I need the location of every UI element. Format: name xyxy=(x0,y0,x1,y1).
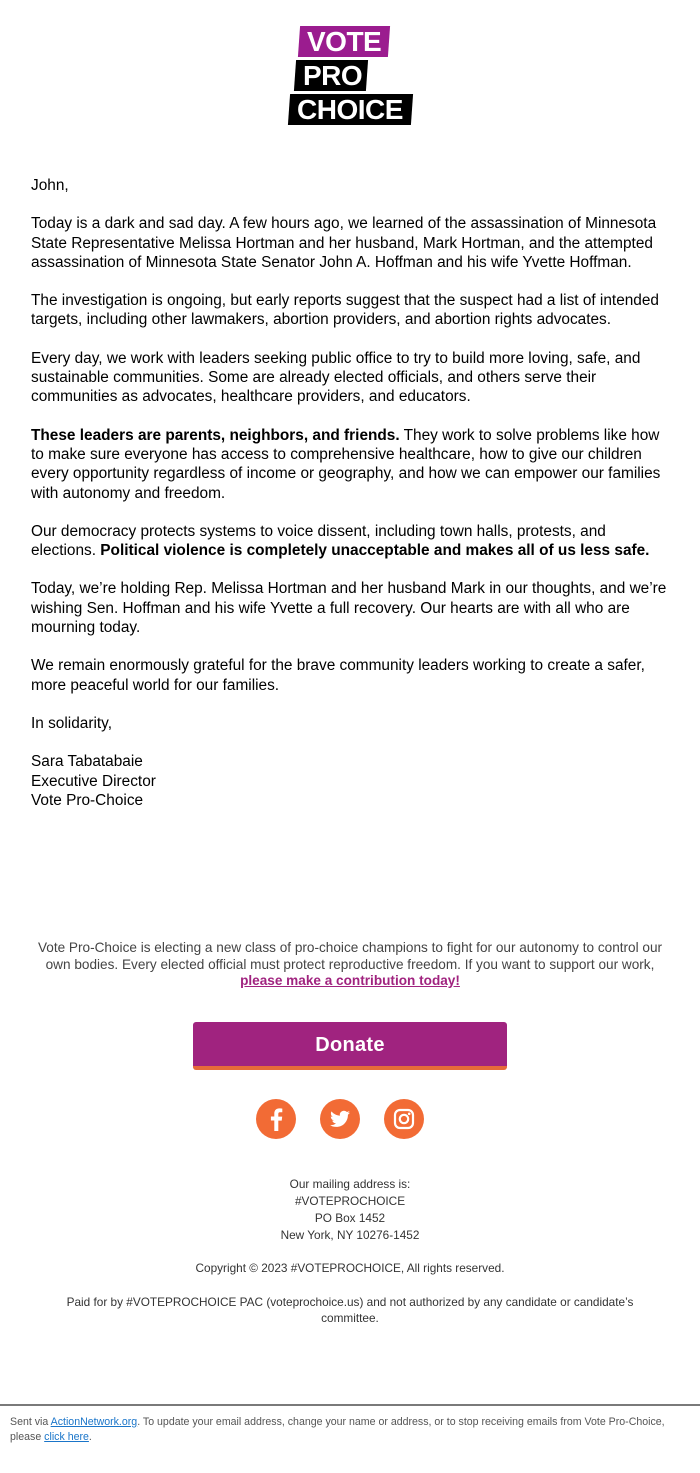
paragraph-4-bold: These leaders are parents, neighbors, and friends. xyxy=(31,426,400,444)
instagram-icon[interactable] xyxy=(384,1099,424,1139)
signature-org: Vote Pro-Choice xyxy=(31,791,144,809)
twitter-icon[interactable] xyxy=(320,1099,360,1139)
contribution-pitch xyxy=(35,940,665,990)
paragraph-5-bold: Political violence is completely unacceptable and makes all of us less safe. xyxy=(100,542,650,560)
click-here-link[interactable]: click here xyxy=(44,1431,89,1443)
unsubscribe-footer xyxy=(10,1415,695,1445)
facebook-icon[interactable] xyxy=(256,1099,296,1139)
mailing-address-city: New York, NY 10276-1452 xyxy=(280,1228,420,1242)
signature-name: Sara Tabatabaie xyxy=(31,753,143,771)
vote-pro-choice-logo xyxy=(289,26,413,126)
logo-line-choice: CHOICE xyxy=(288,94,413,125)
footer-divider xyxy=(0,1404,700,1406)
update-text: . To update your email address, change your name or address, or to stop receiving emails from Vote Pro-Choice, please xyxy=(10,1416,665,1443)
contribution-link[interactable]: please make a contribution today! xyxy=(240,973,460,988)
mailing-address xyxy=(0,1176,700,1244)
mailing-address-org: #VOTEPROCHOICE xyxy=(294,1194,406,1208)
sent-via-text: Sent via xyxy=(10,1416,51,1428)
paragraph-6: Today, we’re holding Rep. Melissa Hortman and her husband Mark in our thoughts, and we’re wishing Sen. Hoffman and his wife Yvette a full recovery. Our hearts are with all who are mourning today. xyxy=(31,580,667,637)
copyright: Copyright © 2023 #VOTEPROCHOICE, All rights reserved. xyxy=(195,1261,505,1275)
logo-line-vote: VOTE xyxy=(298,26,390,57)
mailing-address-label: Our mailing address is: xyxy=(289,1177,411,1191)
paragraph-2: The investigation is ongoing, but early reports suggest that the suspect had a list of intended targets, including other lawmakers, abortion providers, and abortion rights advocates. xyxy=(31,292,659,329)
greeting: John, xyxy=(31,177,69,194)
donate-button[interactable]: Donate xyxy=(193,1022,507,1070)
logo-line-pro: PRO xyxy=(294,60,368,91)
paragraph-4-text: They work to solve problems like how to make sure everyone has access to comprehensive healthcare, how to give our children every opportunity regardless of income or geography, and how we can empower our families with autonomy and freedom. xyxy=(31,426,661,502)
paragraph-5-text: Our democracy protects systems to voice dissent, including town halls, protests, and elections. xyxy=(31,522,606,560)
footer-end-text: . xyxy=(88,1431,92,1443)
actionnetwork-link[interactable]: ActionNetwork.org xyxy=(50,1416,138,1428)
paragraph-7: We remain enormously grateful for the brave community leaders working to create a safer, more peaceful world for our families. xyxy=(31,657,645,694)
paragraph-5 xyxy=(31,522,671,561)
closing: In solidarity, xyxy=(31,714,112,732)
signature xyxy=(31,752,671,810)
email-body xyxy=(31,176,671,829)
paid-for-disclaimer: Paid for by #VOTEPROCHOICE PAC (voteprochoice.us) and not authorized by any candidate or candidate’s committee. xyxy=(66,1295,634,1325)
paragraph-3: Every day, we work with leaders seeking public office to try to build more loving, safe, and sustainable communities. Some are already elected officials, and others serve their communities as advocates, healthcare providers, and educators. xyxy=(31,349,641,406)
paragraph-1: Today is a dark and sad day. A few hours ago, we learned of the assassination of Minnesota State Representative Melissa Hortman and her husband, Mark Hortman, and the attempted assassination of Minnesota State Senator John A. Hoffman and his wife Yvette Hoffman. xyxy=(31,215,657,271)
pitch-text: Vote Pro-Choice is electing a new class of pro-choice champions to fight for our autonomy to control our own bodies. Every elected official must protect reproductive freedom. If you want to support our work, xyxy=(37,940,663,972)
signature-title: Executive Director xyxy=(31,772,156,790)
mailing-address-box: PO Box 1452 xyxy=(314,1211,386,1225)
paragraph-4 xyxy=(31,426,671,503)
